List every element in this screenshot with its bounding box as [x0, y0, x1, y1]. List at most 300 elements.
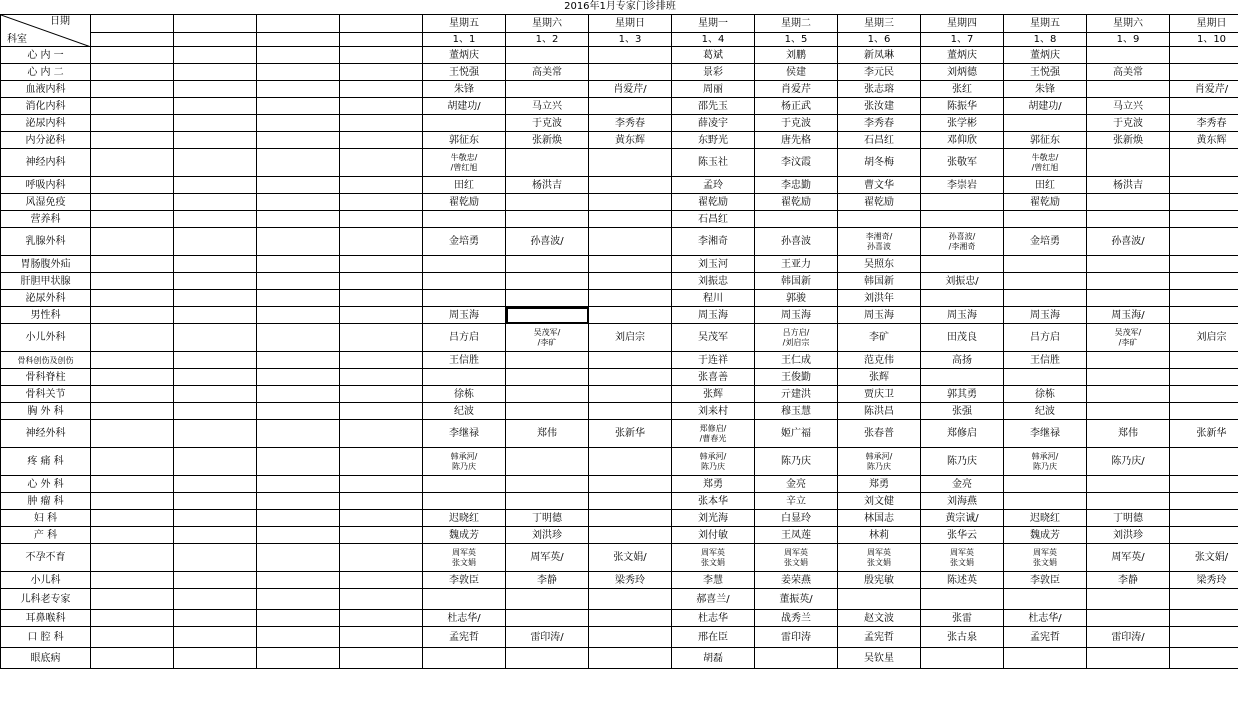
empty-cell[interactable]: [340, 572, 423, 589]
schedule-cell[interactable]: 曹文华: [838, 177, 921, 194]
empty-cell[interactable]: [91, 369, 174, 386]
schedule-cell[interactable]: 刘海燕: [921, 493, 1004, 510]
schedule-cell[interactable]: 张汝建: [838, 98, 921, 115]
empty-cell[interactable]: [174, 386, 257, 403]
empty-cell[interactable]: [91, 307, 174, 324]
dept-cell[interactable]: 骨科创伤及创伤: [1, 352, 91, 369]
schedule-cell[interactable]: 金亮: [755, 476, 838, 493]
dept-cell[interactable]: 产 科: [1, 527, 91, 544]
schedule-cell[interactable]: 刘玉河: [672, 256, 755, 273]
schedule-cell[interactable]: 郭征东: [423, 132, 506, 149]
empty-cell[interactable]: [174, 476, 257, 493]
schedule-cell[interactable]: 张文娟/: [1170, 544, 1238, 572]
schedule-cell[interactable]: 王信胜: [1004, 352, 1087, 369]
empty-cell[interactable]: [340, 448, 423, 476]
schedule-cell[interactable]: [1087, 352, 1170, 369]
schedule-cell[interactable]: 姬广福: [755, 420, 838, 448]
schedule-cell[interactable]: [1170, 149, 1238, 177]
schedule-cell[interactable]: [589, 47, 672, 64]
empty-cell[interactable]: [340, 627, 423, 648]
schedule-cell[interactable]: 郑修启: [921, 420, 1004, 448]
empty-cell[interactable]: [91, 627, 174, 648]
empty-cell[interactable]: [174, 369, 257, 386]
schedule-cell[interactable]: [755, 544, 838, 572]
schedule-cell[interactable]: 徐栋: [423, 386, 506, 403]
weekday-header[interactable]: 星期六: [1087, 15, 1170, 33]
empty-cell[interactable]: [257, 98, 340, 115]
empty-cell[interactable]: [340, 352, 423, 369]
empty-cell[interactable]: [340, 589, 423, 610]
empty-cell[interactable]: [91, 211, 174, 228]
schedule-cell[interactable]: 刘鹏: [755, 47, 838, 64]
schedule-cell[interactable]: 黄东辉: [1170, 132, 1238, 149]
schedule-cell[interactable]: 刘振忠: [672, 273, 755, 290]
schedule-cell[interactable]: [1170, 307, 1238, 324]
schedule-cell[interactable]: [1170, 64, 1238, 81]
empty-cell[interactable]: [257, 64, 340, 81]
empty-cell[interactable]: [340, 307, 423, 324]
empty-cell[interactable]: [174, 527, 257, 544]
schedule-cell[interactable]: 雷印涛/: [506, 627, 589, 648]
schedule-cell[interactable]: 郭骏: [755, 290, 838, 307]
schedule-cell[interactable]: [506, 493, 589, 510]
empty-cell[interactable]: [257, 211, 340, 228]
schedule-cell[interactable]: 李秀春: [1170, 115, 1238, 132]
empty-cell[interactable]: [91, 194, 174, 211]
dept-cell[interactable]: 乳腺外科: [1, 228, 91, 256]
schedule-cell[interactable]: 亓建洪: [755, 386, 838, 403]
schedule-cell[interactable]: 李继禄: [1004, 420, 1087, 448]
empty-cell[interactable]: [340, 256, 423, 273]
empty-cell[interactable]: [340, 194, 423, 211]
schedule-cell[interactable]: [1170, 627, 1238, 648]
empty-cell[interactable]: [257, 194, 340, 211]
schedule-cell[interactable]: 董炳庆: [921, 47, 1004, 64]
schedule-cell[interactable]: 李静: [506, 572, 589, 589]
schedule-cell[interactable]: [1170, 290, 1238, 307]
schedule-cell[interactable]: 朱锋: [1004, 81, 1087, 98]
schedule-cell[interactable]: [1170, 194, 1238, 211]
schedule-cell[interactable]: [423, 256, 506, 273]
schedule-cell[interactable]: 高美常: [1087, 64, 1170, 81]
empty-cell[interactable]: [257, 386, 340, 403]
schedule-cell[interactable]: 翟乾励: [1004, 194, 1087, 211]
schedule-cell[interactable]: [921, 544, 1004, 572]
schedule-cell[interactable]: 刘启宗: [1170, 324, 1238, 352]
empty-cell[interactable]: [91, 352, 174, 369]
schedule-cell[interactable]: [672, 544, 755, 572]
schedule-cell[interactable]: [589, 369, 672, 386]
schedule-cell[interactable]: [506, 403, 589, 420]
schedule-cell[interactable]: 刘洪珍: [506, 527, 589, 544]
schedule-cell[interactable]: [1004, 273, 1087, 290]
schedule-cell[interactable]: [423, 544, 506, 572]
schedule-cell[interactable]: [921, 589, 1004, 610]
empty-cell[interactable]: [257, 290, 340, 307]
empty-cell[interactable]: [174, 420, 257, 448]
schedule-cell[interactable]: [1087, 403, 1170, 420]
date-header[interactable]: 1、3: [589, 33, 672, 47]
dept-cell[interactable]: 男性科: [1, 307, 91, 324]
schedule-cell[interactable]: 张强: [921, 403, 1004, 420]
schedule-cell[interactable]: 田红: [1004, 177, 1087, 194]
schedule-cell[interactable]: 张新焕: [1087, 132, 1170, 149]
empty-cell[interactable]: [257, 527, 340, 544]
schedule-cell[interactable]: [506, 476, 589, 493]
empty-cell[interactable]: [257, 627, 340, 648]
weekday-header[interactable]: 星期五: [1004, 15, 1087, 33]
schedule-cell[interactable]: [1004, 115, 1087, 132]
weekday-header[interactable]: 星期日: [589, 15, 672, 33]
schedule-cell[interactable]: [506, 610, 589, 627]
schedule-cell[interactable]: 黄宗诚/: [921, 510, 1004, 527]
schedule-cell[interactable]: [1170, 98, 1238, 115]
schedule-cell[interactable]: 周玉海: [672, 307, 755, 324]
schedule-cell[interactable]: [1170, 610, 1238, 627]
dept-cell[interactable]: 骨科脊柱: [1, 369, 91, 386]
dept-cell[interactable]: 儿科老专家: [1, 589, 91, 610]
schedule-cell[interactable]: 刘文健: [838, 493, 921, 510]
empty-cell[interactable]: [91, 386, 174, 403]
weekday-header[interactable]: 星期四: [921, 15, 1004, 33]
schedule-cell[interactable]: [589, 149, 672, 177]
empty-cell[interactable]: [174, 544, 257, 572]
empty-cell[interactable]: [91, 510, 174, 527]
schedule-cell[interactable]: [506, 324, 589, 352]
schedule-cell[interactable]: 肖爱芹: [755, 81, 838, 98]
empty-cell[interactable]: [91, 15, 174, 33]
empty-cell[interactable]: [91, 256, 174, 273]
empty-cell[interactable]: [91, 610, 174, 627]
schedule-cell[interactable]: [589, 510, 672, 527]
schedule-cell[interactable]: 李元民: [838, 64, 921, 81]
weekday-header[interactable]: 星期二: [755, 15, 838, 33]
empty-cell[interactable]: [257, 115, 340, 132]
schedule-cell[interactable]: 于克波: [1087, 115, 1170, 132]
schedule-cell[interactable]: [672, 448, 755, 476]
empty-cell[interactable]: [340, 290, 423, 307]
empty-cell[interactable]: [257, 228, 340, 256]
empty-cell[interactable]: [174, 256, 257, 273]
schedule-cell[interactable]: [506, 369, 589, 386]
dept-cell[interactable]: 泌尿内科: [1, 115, 91, 132]
schedule-cell[interactable]: 丁明德: [1087, 510, 1170, 527]
schedule-cell[interactable]: [589, 386, 672, 403]
schedule-cell[interactable]: 刘来村: [672, 403, 755, 420]
schedule-cell[interactable]: 陈乃庆: [921, 448, 1004, 476]
schedule-cell[interactable]: [838, 211, 921, 228]
schedule-cell[interactable]: 孙喜波: [755, 228, 838, 256]
empty-cell[interactable]: [174, 177, 257, 194]
empty-cell[interactable]: [174, 589, 257, 610]
schedule-cell[interactable]: 战秀兰: [755, 610, 838, 627]
schedule-cell[interactable]: 杨洪吉: [506, 177, 589, 194]
schedule-cell[interactable]: [589, 256, 672, 273]
empty-cell[interactable]: [174, 47, 257, 64]
schedule-cell[interactable]: 陈洪昌: [838, 403, 921, 420]
empty-cell[interactable]: [340, 324, 423, 352]
date-header[interactable]: 1、2: [506, 33, 589, 47]
schedule-cell[interactable]: 于克波: [506, 115, 589, 132]
schedule-cell[interactable]: 邵先玉: [672, 98, 755, 115]
schedule-cell[interactable]: [506, 47, 589, 64]
schedule-cell[interactable]: [506, 149, 589, 177]
schedule-cell[interactable]: [589, 177, 672, 194]
schedule-cell[interactable]: [589, 273, 672, 290]
empty-cell[interactable]: [91, 177, 174, 194]
dept-cell[interactable]: 肝胆甲状腺: [1, 273, 91, 290]
schedule-cell[interactable]: 杜志华/: [423, 610, 506, 627]
empty-cell[interactable]: [174, 228, 257, 256]
empty-cell[interactable]: [174, 115, 257, 132]
schedule-cell[interactable]: [672, 420, 755, 448]
schedule-cell[interactable]: 王信胜: [423, 352, 506, 369]
schedule-cell[interactable]: 郑伟: [1087, 420, 1170, 448]
schedule-cell[interactable]: [589, 290, 672, 307]
empty-cell[interactable]: [257, 648, 340, 669]
schedule-cell[interactable]: [1170, 228, 1238, 256]
weekday-header[interactable]: 星期五: [423, 15, 506, 33]
empty-cell[interactable]: [340, 403, 423, 420]
empty-cell[interactable]: [174, 307, 257, 324]
empty-cell[interactable]: [340, 610, 423, 627]
dept-cell[interactable]: 耳鼻喉科: [1, 610, 91, 627]
schedule-cell[interactable]: 胡磊: [672, 648, 755, 669]
empty-cell[interactable]: [174, 15, 257, 33]
schedule-cell[interactable]: 李敦臣: [1004, 572, 1087, 589]
schedule-cell[interactable]: [1170, 177, 1238, 194]
empty-cell[interactable]: [174, 149, 257, 177]
schedule-cell[interactable]: [1087, 149, 1170, 177]
dept-cell[interactable]: 眼底病: [1, 648, 91, 669]
empty-cell[interactable]: [257, 352, 340, 369]
empty-cell[interactable]: [257, 81, 340, 98]
empty-cell[interactable]: [340, 64, 423, 81]
schedule-cell[interactable]: [1004, 290, 1087, 307]
date-header[interactable]: 1、10: [1170, 33, 1238, 47]
schedule-cell[interactable]: 周玉海: [423, 307, 506, 324]
schedule-cell[interactable]: 肖爱芹/: [1170, 81, 1238, 98]
schedule-cell[interactable]: 景彩: [672, 64, 755, 81]
dept-cell[interactable]: 内分泌科: [1, 132, 91, 149]
schedule-cell[interactable]: 张文娟/: [589, 544, 672, 572]
schedule-cell[interactable]: 胡建功/: [423, 98, 506, 115]
dept-cell[interactable]: 神经外科: [1, 420, 91, 448]
dept-cell[interactable]: 泌尿外科: [1, 290, 91, 307]
empty-cell[interactable]: [91, 33, 174, 47]
schedule-cell[interactable]: 白显玲: [755, 510, 838, 527]
empty-cell[interactable]: [340, 527, 423, 544]
schedule-cell[interactable]: 吕方启: [423, 324, 506, 352]
schedule-cell[interactable]: 邢在臣: [672, 627, 755, 648]
schedule-cell[interactable]: 梁秀玲: [1170, 572, 1238, 589]
date-header[interactable]: 1、5: [755, 33, 838, 47]
empty-cell[interactable]: [91, 448, 174, 476]
schedule-cell[interactable]: [589, 307, 672, 324]
dept-cell[interactable]: 神经内科: [1, 149, 91, 177]
empty-cell[interactable]: [340, 33, 423, 47]
dept-cell[interactable]: 血液内科: [1, 81, 91, 98]
schedule-cell[interactable]: 张春普: [838, 420, 921, 448]
schedule-cell[interactable]: [921, 369, 1004, 386]
schedule-cell[interactable]: 石昌红: [838, 132, 921, 149]
schedule-cell[interactable]: 周玉海: [838, 307, 921, 324]
schedule-cell[interactable]: [1170, 476, 1238, 493]
schedule-cell[interactable]: 侯建: [755, 64, 838, 81]
empty-cell[interactable]: [340, 273, 423, 290]
empty-cell[interactable]: [91, 115, 174, 132]
dept-cell[interactable]: 心 外 科: [1, 476, 91, 493]
schedule-cell[interactable]: 韩国新: [838, 273, 921, 290]
empty-cell[interactable]: [340, 493, 423, 510]
dept-cell[interactable]: 骨科关节: [1, 386, 91, 403]
schedule-cell[interactable]: 马立兴: [506, 98, 589, 115]
schedule-cell[interactable]: [838, 448, 921, 476]
empty-cell[interactable]: [91, 98, 174, 115]
schedule-cell[interactable]: [589, 98, 672, 115]
empty-cell[interactable]: [91, 476, 174, 493]
schedule-cell[interactable]: [423, 115, 506, 132]
schedule-cell[interactable]: [423, 493, 506, 510]
schedule-cell[interactable]: [1087, 324, 1170, 352]
schedule-cell[interactable]: 孙喜波/: [506, 228, 589, 256]
dept-cell[interactable]: 不孕不育: [1, 544, 91, 572]
schedule-cell[interactable]: 马立兴: [1087, 98, 1170, 115]
dept-cell[interactable]: 小儿外科: [1, 324, 91, 352]
empty-cell[interactable]: [340, 510, 423, 527]
schedule-cell[interactable]: [506, 194, 589, 211]
schedule-cell[interactable]: 穆玉慧: [755, 403, 838, 420]
weekday-header[interactable]: 星期六: [506, 15, 589, 33]
schedule-cell[interactable]: [589, 211, 672, 228]
schedule-cell[interactable]: [589, 352, 672, 369]
schedule-cell[interactable]: [1170, 369, 1238, 386]
schedule-cell[interactable]: 吴茂军: [672, 324, 755, 352]
empty-cell[interactable]: [257, 420, 340, 448]
empty-cell[interactable]: [174, 627, 257, 648]
schedule-cell[interactable]: 王亚力: [755, 256, 838, 273]
schedule-cell[interactable]: 翟乾励: [838, 194, 921, 211]
schedule-cell[interactable]: [423, 273, 506, 290]
empty-cell[interactable]: [257, 149, 340, 177]
schedule-cell[interactable]: [1004, 448, 1087, 476]
schedule-cell[interactable]: 孙喜波/: [1087, 228, 1170, 256]
schedule-cell[interactable]: 刘炳德: [921, 64, 1004, 81]
schedule-cell[interactable]: [1004, 256, 1087, 273]
empty-cell[interactable]: [340, 15, 423, 33]
schedule-cell[interactable]: 张雷: [921, 610, 1004, 627]
schedule-cell[interactable]: 田茂良: [921, 324, 1004, 352]
schedule-cell[interactable]: 迟晓红: [1004, 510, 1087, 527]
schedule-cell[interactable]: 李汶霞: [755, 149, 838, 177]
empty-cell[interactable]: [174, 290, 257, 307]
schedule-cell[interactable]: 陈乃庆/: [1087, 448, 1170, 476]
schedule-cell[interactable]: 贾庆卫: [838, 386, 921, 403]
schedule-cell[interactable]: 范克伟: [838, 352, 921, 369]
schedule-cell[interactable]: 周军英/: [1087, 544, 1170, 572]
schedule-cell[interactable]: 唐先格: [755, 132, 838, 149]
schedule-cell[interactable]: 陈乃庆: [755, 448, 838, 476]
schedule-cell[interactable]: [1087, 256, 1170, 273]
schedule-cell[interactable]: 东野光: [672, 132, 755, 149]
schedule-cell[interactable]: 迟晓红: [423, 510, 506, 527]
dept-cell[interactable]: 口 腔 科: [1, 627, 91, 648]
schedule-cell[interactable]: 金亮: [921, 476, 1004, 493]
empty-cell[interactable]: [91, 589, 174, 610]
schedule-cell[interactable]: 金培勇: [423, 228, 506, 256]
schedule-cell[interactable]: 周玉海: [1004, 307, 1087, 324]
schedule-cell[interactable]: [1087, 589, 1170, 610]
schedule-cell[interactable]: 董振英/: [755, 589, 838, 610]
schedule-cell[interactable]: [838, 544, 921, 572]
empty-cell[interactable]: [257, 33, 340, 47]
empty-cell[interactable]: [257, 589, 340, 610]
schedule-cell[interactable]: [1004, 149, 1087, 177]
dept-cell[interactable]: 呼吸内科: [1, 177, 91, 194]
schedule-cell[interactable]: [506, 211, 589, 228]
empty-cell[interactable]: [257, 610, 340, 627]
schedule-cell[interactable]: [589, 589, 672, 610]
schedule-cell[interactable]: 于连祥: [672, 352, 755, 369]
schedule-cell[interactable]: 姜荣燕: [755, 572, 838, 589]
schedule-cell[interactable]: [1170, 527, 1238, 544]
empty-cell[interactable]: [174, 64, 257, 81]
empty-cell[interactable]: [174, 81, 257, 98]
empty-cell[interactable]: [257, 15, 340, 33]
empty-cell[interactable]: [257, 369, 340, 386]
schedule-cell[interactable]: 殷宪敏: [838, 572, 921, 589]
schedule-cell[interactable]: 张喜善: [672, 369, 755, 386]
schedule-cell[interactable]: [589, 493, 672, 510]
schedule-cell[interactable]: 陈振华: [921, 98, 1004, 115]
schedule-cell[interactable]: 董炳庆: [1004, 47, 1087, 64]
schedule-cell[interactable]: [506, 81, 589, 98]
schedule-cell[interactable]: [1170, 273, 1238, 290]
empty-cell[interactable]: [340, 386, 423, 403]
schedule-cell[interactable]: [423, 369, 506, 386]
schedule-cell[interactable]: 郝喜兰/: [672, 589, 755, 610]
schedule-cell[interactable]: [506, 307, 589, 324]
schedule-cell[interactable]: 王俊勤: [755, 369, 838, 386]
schedule-cell[interactable]: 张本华: [672, 493, 755, 510]
empty-cell[interactable]: [257, 493, 340, 510]
empty-cell[interactable]: [174, 610, 257, 627]
schedule-cell[interactable]: 吴照东: [838, 256, 921, 273]
empty-cell[interactable]: [257, 544, 340, 572]
schedule-cell[interactable]: 高扬: [921, 352, 1004, 369]
weekday-header[interactable]: 星期日: [1170, 15, 1238, 33]
schedule-cell[interactable]: [1170, 493, 1238, 510]
schedule-cell[interactable]: 吴钦星: [838, 648, 921, 669]
empty-cell[interactable]: [91, 544, 174, 572]
schedule-cell[interactable]: 石昌红: [672, 211, 755, 228]
schedule-cell[interactable]: 郭征东: [1004, 132, 1087, 149]
schedule-cell[interactable]: 程川: [672, 290, 755, 307]
schedule-cell[interactable]: [1087, 610, 1170, 627]
empty-cell[interactable]: [340, 177, 423, 194]
schedule-cell[interactable]: 陈玉社: [672, 149, 755, 177]
weekday-header[interactable]: 星期三: [838, 15, 921, 33]
schedule-cell[interactable]: 张敬军: [921, 149, 1004, 177]
schedule-cell[interactable]: [589, 627, 672, 648]
dept-cell[interactable]: 妇 科: [1, 510, 91, 527]
schedule-cell[interactable]: [1170, 403, 1238, 420]
schedule-cell[interactable]: [506, 256, 589, 273]
schedule-cell[interactable]: [1087, 493, 1170, 510]
schedule-cell[interactable]: 邓仰欣: [921, 132, 1004, 149]
schedule-cell[interactable]: [1004, 589, 1087, 610]
schedule-cell[interactable]: [921, 290, 1004, 307]
